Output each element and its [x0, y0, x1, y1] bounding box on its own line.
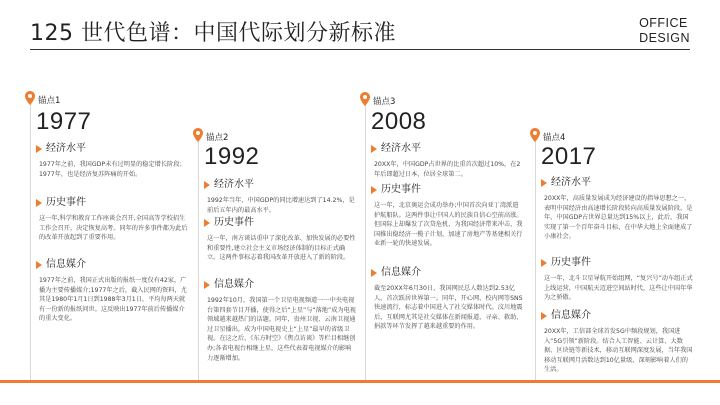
- section-heading: 经济水平: [204, 178, 364, 191]
- brand-line1: OFFICE: [639, 16, 688, 30]
- section-media: [371, 266, 531, 332]
- section-text: 1992年10月，我国第一个卫星电视频道一一中央电视台第四套节目开播，使得之后“上星”与“落地”成为电视领域越来越热门的话题。同年，贵州卫视、云南卫视通过卫星播出，成为中国电视史上“上星”最早的省级卫视。在这之后，《东方时空》《焦点访谈》等栏目相继创办;各省电视台相继上星，这些代表着电视媒介的影响力逐渐增加。: [207, 297, 356, 362]
- section-heading: 经济水平: [36, 142, 196, 155]
- brand-line2: DESIGN: [639, 31, 690, 45]
- section-text: 1992年当年，中国GDP的同比增速达到了14.2%，是前后五年内的最高水平。: [207, 197, 355, 214]
- section-heading: 历史事件: [371, 183, 531, 196]
- vline-1: [30, 102, 31, 380]
- year-2008: 2008: [371, 108, 427, 135]
- location-pin-icon: [360, 92, 370, 106]
- section-heading: 经济水平: [541, 176, 701, 189]
- anchor-label-1: 锚点1: [38, 96, 61, 106]
- section-text: 这一年,科学和教育工作座谈会召开,全国高等学校招生工作会召开。决定恢复高考。同年的许多事件都为此后的改革开放起到了重要作用。: [39, 215, 188, 242]
- section-history: [541, 256, 701, 303]
- section-media: [36, 258, 196, 324]
- anchor-label-4: 锚点4: [543, 133, 566, 143]
- section-text: 截至20XX年6月30日，我国网民总人数达到2.53亿人，首次跃居世界第一。同年，开心网、校内网等SNS快速流行，标志着中国进入了社交媒体时代。汶川地震后，互联网尤其是社交媒体在新闻报道、寻亲、救助、捐款等环节发挥了越来越重要的作用。: [374, 285, 523, 331]
- anchor-label-3: 锚点3: [373, 97, 396, 107]
- location-pin-icon: [193, 128, 203, 142]
- vline-2: [198, 140, 199, 380]
- section-economy: [541, 176, 701, 242]
- column-1977: [36, 142, 198, 372]
- section-text: 20XX年，工信部全球首发5G中频段规划，我国进入“5G引领”新阶段。结合人工智能、云计算、大数据、区块链等新技术，移动互联网深度发展，当年我国移动互联网月活数达到10亿量级，深刻影响着人们的生活。: [544, 328, 693, 374]
- brand-logo: [639, 16, 690, 46]
- year-1992: 1992: [204, 143, 260, 170]
- section-economy: [36, 142, 196, 179]
- section-text: 20XX年，高质量发展成为经济建设的指导思想之一，表明中国经济由高速增长阶段转向高质量发展阶段。是年，中国GDP占世界总量达到15%以上，此后，我国实现了第一个百年奋斗目标，在中华大地上全面建成了小康社会。: [544, 195, 693, 241]
- section-history: [36, 196, 196, 243]
- section-history: [204, 216, 364, 263]
- page-title: 125 世代色谱：中国代际划分新标准: [30, 21, 396, 46]
- section-text: 这一年，南方谈话重申了深化改革、加快发展的必要性和重要性,建立社会主义市场经济体制的目标正式确立。这两件事标志着我国改革开放进入了新的阶段。: [207, 235, 356, 262]
- section-heading: 信息媒介: [541, 309, 701, 322]
- column-2017: [541, 176, 703, 378]
- section-media: [541, 309, 701, 375]
- location-pin-icon: [530, 128, 540, 142]
- section-heading: 历史事件: [204, 216, 364, 229]
- section-heading: 信息媒介: [36, 258, 196, 271]
- section-economy: [371, 142, 531, 179]
- bottom-accent-bar: [0, 380, 720, 383]
- section-heading: 历史事件: [36, 196, 196, 209]
- column-2008: [371, 142, 533, 372]
- section-heading: 信息媒介: [204, 278, 364, 291]
- vline-3: [365, 104, 366, 380]
- anchor-label-2: 锚点2: [206, 133, 229, 143]
- year-2017: 2017: [541, 143, 597, 170]
- vline-4: [535, 140, 536, 380]
- section-economy: [204, 178, 364, 215]
- year-1977: 1977: [36, 108, 92, 135]
- section-media: [204, 278, 364, 363]
- location-pin-icon: [25, 91, 35, 105]
- section-text: 1977年之前，我国GDP未有过明显的稳定增长阶段；1977年，也是经济复苏阵痛的开始。: [39, 161, 186, 178]
- column-1992: [204, 178, 366, 378]
- section-heading: 信息媒介: [371, 266, 531, 279]
- section-text: 这一年，北斗卫星导航开始组网，“复兴号”动车组正式上线运营，中国航天迈进空间站时代，这些让中国年华为之骄傲。: [544, 275, 693, 302]
- section-text: 1977年之前，我国正式出版的报纸一度仅有42家，广播为主要传播媒介;1977年之后，截入民网的资料，尤其是1980年1月1日到1988年3月1日，平均每两天就有一份新的报纸问世。这反映出1977年前后传播媒介的重大变化。: [39, 277, 187, 323]
- section-text: 20XX年，中国GDP占世界的比重首次超过10%，在2年后即超过日本，位居全球第二。: [374, 161, 521, 178]
- section-heading: 历史事件: [541, 256, 701, 269]
- section-text: 这一年，北京奥运会成功举办;中国首次向亚丁湾派遣护航船队。这两件事让中国人的民族自信心空前高涨。但国际上却爆发了次贷危机，为我国经济带来冲击，我国推出稳经济一揽子计划，加速了房地产等基建相关行业新一轮的快速发展。: [374, 202, 523, 248]
- section-history: [371, 183, 531, 249]
- title-underline: [30, 49, 690, 50]
- section-heading: 经济水平: [371, 142, 531, 155]
